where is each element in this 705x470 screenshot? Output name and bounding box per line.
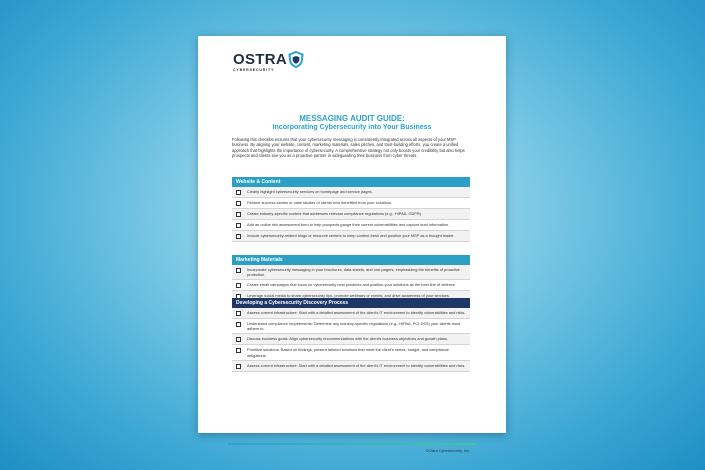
checkbox[interactable] [236, 364, 241, 369]
checklist-item-text: Clearly highlight cybersecurity services on homepage and service pages. [247, 189, 373, 194]
checklist-item-text: Assess current infrastructure: Start with a detailed assessment of the client's IT environment to identify vulnerabilities and risks. [247, 310, 466, 315]
checklist-item [232, 361, 470, 372]
section-header: Marketing Materials [232, 255, 470, 265]
checklist-item [232, 209, 470, 220]
checkbox[interactable] [236, 223, 241, 228]
checkbox[interactable] [236, 283, 241, 288]
logo-tagline: CYBERSECURITY [233, 68, 275, 72]
checklist-item [232, 319, 470, 334]
document-title: MESSAGING AUDIT GUIDE: [299, 114, 405, 123]
checklist-item [232, 308, 470, 319]
checkbox[interactable] [236, 348, 241, 353]
intro-paragraph: Following this checklist ensures that your cybersecurity messaging is consistently integrated across all aspects of your MSP business. By aligning your website, content, marketing materials, sales pitches, and trust-building efforts, you create a unified approach that highlights the importance of cybersecurity. A comprehensive strategy not only boosts your credibility but also helps prospects and clients see you as a proactive partner in safeguarding their business from cyber threats. [232, 137, 465, 159]
document-subtitle: Incorporating Cybersecurity into Your Business [272, 124, 432, 131]
section-discovery-process [232, 298, 470, 372]
document-page [198, 36, 506, 453]
checkbox[interactable] [236, 234, 241, 239]
section-header: Developing a Cybersecurity Discovery Process [232, 298, 470, 308]
logo-wordmark: OSTRA [233, 51, 287, 68]
checklist-item [232, 334, 470, 345]
checkbox[interactable] [236, 201, 241, 206]
checklist-item-text: Create industry-specific content that addresses relevant compliance regulations (e.g., HIPAA, GDPR). [247, 211, 423, 216]
checklist-item [232, 231, 470, 242]
section-website-content [232, 177, 470, 242]
checkbox[interactable] [236, 268, 241, 273]
checkbox[interactable] [236, 190, 241, 195]
shield-icon [288, 51, 304, 68]
checklist-item [232, 345, 470, 360]
checklist-item-text: Discuss business goals: Align cybersecurity recommendations with the client's business objectives and growth plans. [247, 336, 448, 342]
footer-rule [228, 443, 476, 445]
checkbox[interactable] [236, 322, 241, 327]
section-header: Website & Content [232, 177, 470, 187]
checklist-item [232, 220, 470, 231]
checklist [232, 187, 470, 242]
checklist-item-text: Assess current infrastructure: Start with a detailed assessment of the client's IT environment to identify vulnerabilities and risks. [247, 362, 466, 368]
checklist-item [232, 265, 470, 280]
checklist [232, 308, 470, 372]
checklist-item [232, 280, 470, 291]
checklist-item-text: Add an online risk assessment form to help prospects gauge their current vulnerabilities and capture lead information. [247, 222, 450, 227]
checklist-item [232, 198, 470, 209]
checkbox[interactable] [236, 212, 241, 217]
checklist-item-text: Create email campaigns that focus on cybersecurity best practices and position your solutions as the best line of defence. [247, 282, 457, 288]
checklist-item [232, 187, 470, 198]
footer-copyright: ©Ostra Cybersecurity, Inc. [425, 449, 470, 453]
checkbox[interactable] [236, 311, 241, 316]
checklist-item-text: Incorporate cybersecurity messaging in your brochures, data sheets, and one-pagers, emphasizing the benefits of proactive protection. [247, 267, 460, 278]
checklist-item-text: Feature success stories or case studies of clients who benefited from your solutions. [247, 200, 393, 205]
ostra-logo [233, 52, 287, 72]
checkbox[interactable] [236, 337, 241, 342]
checklist-item-text: Understand compliance requirements: Determine any industry-specific regulations (e.g., HIPAA, PCI-DSS) your clients must adhere to. [247, 321, 461, 332]
checklist-item-text: Prioritize solutions: Based on findings, present tailored solutions that meet the client's needs, budget, and compliance obligations. [247, 347, 449, 358]
checklist-item-text: Leverage social media to share cybersecurity tips, promote webinars or events, and drive awareness of your services. [247, 293, 450, 299]
checklist-item-text: Include cybersecurity-related blogs or resource centers to keep content fresh and position your MSP as a thought leader. [247, 233, 455, 238]
